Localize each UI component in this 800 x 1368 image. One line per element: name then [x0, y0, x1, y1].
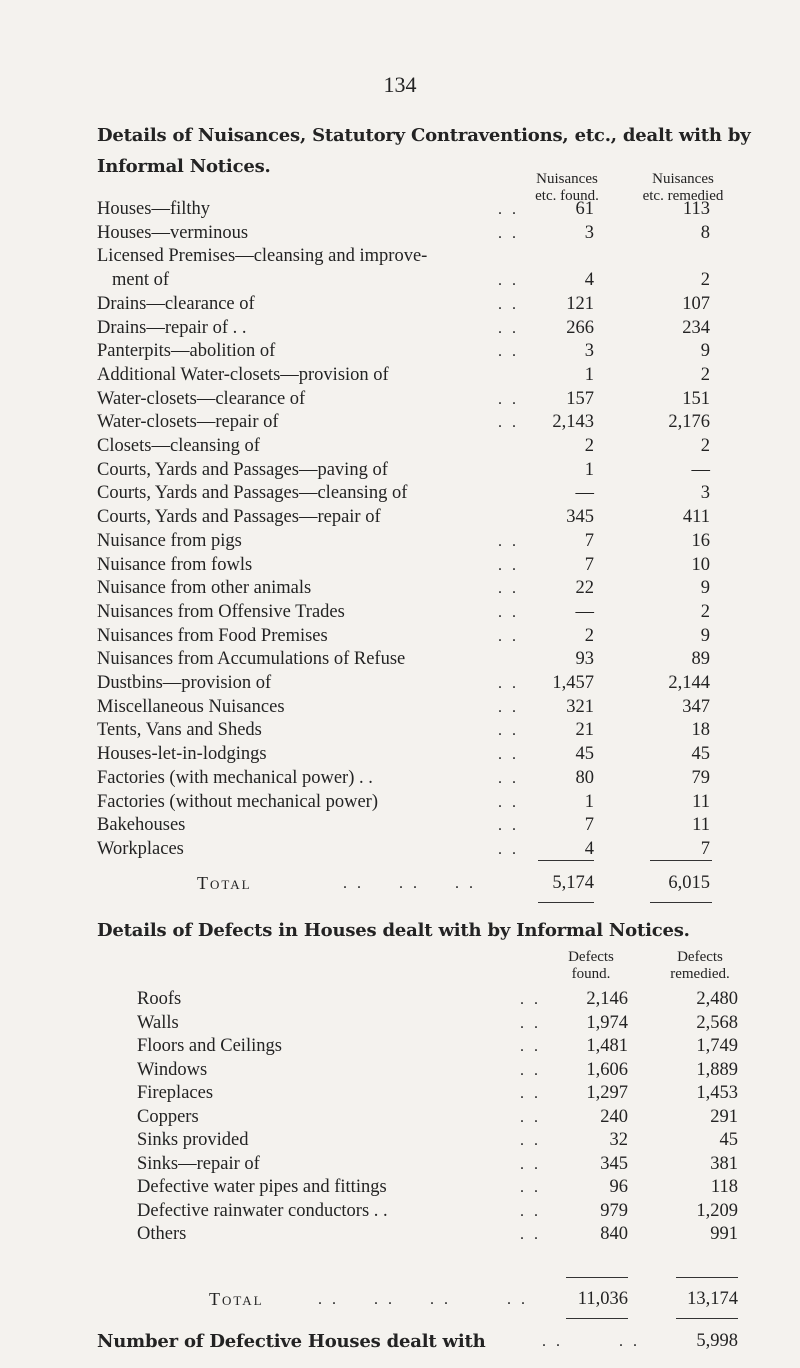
- remedied-value: 89: [691, 649, 710, 670]
- row-label: Factories (with mechanical power) . .: [97, 767, 373, 788]
- section1-total-rule-found: [538, 902, 594, 903]
- found-value: 45: [575, 744, 594, 765]
- remedied-value: —: [691, 459, 710, 480]
- row-label: Courts, Yards and Passages—repair of: [97, 507, 381, 528]
- found-value: 1,481: [586, 1036, 628, 1056]
- leader-dots: . .: [520, 1085, 541, 1102]
- section1-subtotal-rule-found: [538, 860, 594, 861]
- found-value: 321: [566, 696, 594, 717]
- remedied-value: 16: [691, 530, 710, 551]
- section2-total-rule-remedied: [676, 1318, 738, 1319]
- leader-dots: . .: [520, 991, 541, 1008]
- leader-dots: . .: [520, 1108, 541, 1126]
- found-value: 61: [575, 199, 594, 219]
- leader-dots: . .: [498, 295, 519, 313]
- row-label: Tents, Vans and Sheds: [97, 720, 262, 741]
- row-label: Panterpits—abolition of: [97, 341, 276, 362]
- row-label: Water-closets—repair of: [97, 412, 279, 433]
- found-value: 32: [609, 1130, 628, 1150]
- row-label: Coppers: [137, 1106, 199, 1127]
- remedied-value: 7: [700, 838, 710, 859]
- found-value: 7: [584, 530, 594, 551]
- remedied-value: 9: [700, 341, 710, 362]
- found-value: 1,606: [586, 1059, 628, 1080]
- leader-dots: . .: [498, 319, 519, 337]
- row-label: Courts, Yards and Passages—paving of: [97, 459, 388, 480]
- defective-houses-value: 5,998: [696, 1331, 738, 1351]
- section2-subtotal-rule-found: [566, 1277, 628, 1278]
- leader-dots: . .: [520, 1179, 541, 1196]
- found-value: 1: [584, 459, 594, 480]
- found-value: —: [575, 601, 594, 622]
- row-label: Dustbins—provision of: [97, 673, 272, 693]
- found-value: 345: [600, 1153, 628, 1174]
- row-label: Houses-let-in-lodgings: [97, 744, 267, 765]
- found-value: 2,146: [586, 989, 628, 1009]
- leader-dots: . .: [498, 793, 519, 811]
- remedied-value: 991: [710, 1224, 738, 1244]
- remedied-value: 2: [700, 601, 710, 622]
- row-label: Drains—repair of . .: [97, 317, 247, 338]
- row-label: Sinks provided: [137, 1130, 249, 1150]
- leader-dots: . .: [520, 1226, 541, 1243]
- found-value: 345: [566, 507, 594, 528]
- remedied-value: 234: [682, 317, 710, 338]
- remedied-value: 347: [682, 696, 710, 717]
- leader-dots: . .: [498, 580, 519, 598]
- row-label: Nuisances from Offensive Trades: [97, 601, 345, 622]
- row-label: Closets—cleansing of: [97, 436, 260, 456]
- found-value: 266: [566, 317, 594, 338]
- remedied-value: 381: [710, 1153, 738, 1174]
- section1-total-row: Total . . . . . . 5,174 6,015: [0, 870, 800, 897]
- remedied-value: 411: [682, 507, 710, 528]
- found-value: 80: [575, 767, 594, 788]
- found-value: 157: [566, 388, 594, 409]
- remedied-value: 2,480: [696, 989, 738, 1009]
- section2-total-remedied: 13,174: [687, 1289, 738, 1309]
- remedied-value: 45: [691, 744, 710, 765]
- section2-total-found: 11,036: [577, 1289, 628, 1309]
- section2-total-rule-found: [566, 1318, 628, 1319]
- row-label: Licensed Premises—cleansing and improve-: [97, 246, 428, 267]
- leader-dots: . .: [498, 627, 519, 645]
- leader-dots: . .: [498, 272, 519, 290]
- row-label: Bakehouses: [97, 815, 186, 836]
- section1-total-remedied: 6,015: [668, 873, 710, 893]
- found-value: 1,457: [552, 673, 594, 693]
- row-label: Nuisance from other animals: [97, 578, 312, 599]
- row-label: Courts, Yards and Passages—cleansing of: [97, 483, 408, 504]
- found-value: 21: [575, 720, 594, 741]
- section2-total-row: Total . . . . . . . . 11,036 13,174: [0, 1286, 800, 1313]
- found-value: 2,143: [552, 412, 594, 433]
- row-label: Defective rainwater conductors . .: [137, 1200, 388, 1221]
- remedied-value: 2: [700, 364, 710, 385]
- remedied-value: 1,453: [696, 1083, 738, 1103]
- section1-title-line2: Informal Notices.: [97, 156, 271, 177]
- remedied-value: 118: [710, 1177, 738, 1197]
- leader-dots: . .: [498, 532, 519, 550]
- table-row: [0, 1221, 800, 1248]
- section1-total-label: Total: [197, 873, 252, 893]
- leader-dots: . .: [498, 343, 519, 361]
- section1-col1-header: Nuisances etc. found.: [535, 171, 599, 204]
- row-label: Windows: [137, 1059, 208, 1080]
- row-label: Defective water pipes and fittings: [137, 1177, 387, 1197]
- found-value: 1: [584, 791, 594, 812]
- found-value: 840: [600, 1224, 628, 1244]
- remedied-value: 8: [700, 222, 710, 243]
- remedied-value: 107: [682, 293, 710, 314]
- found-value: 96: [609, 1177, 628, 1197]
- found-value: 3: [584, 222, 594, 243]
- row-label: Water-closets—clearance of: [97, 388, 306, 409]
- remedied-value: 2,176: [668, 412, 710, 433]
- table-row: [0, 836, 800, 863]
- row-label: Sinks—repair of: [137, 1153, 260, 1174]
- remedied-value: 291: [710, 1106, 738, 1127]
- row-label: Roofs: [137, 989, 182, 1009]
- row-label: Fireplaces: [137, 1083, 214, 1103]
- found-value: 979: [600, 1200, 628, 1221]
- section1-total-rule-remedied: [650, 902, 712, 903]
- remedied-value: 45: [719, 1130, 738, 1150]
- remedied-value: 113: [682, 199, 710, 219]
- found-value: 3: [584, 341, 594, 362]
- leader-dots: . .: [520, 1202, 541, 1220]
- remedied-value: 2: [700, 270, 710, 291]
- remedied-value: 2: [700, 436, 710, 456]
- leader-dots: . .: [498, 722, 519, 740]
- leader-dots: . .: [498, 769, 519, 787]
- section2-total-label: Total: [209, 1289, 264, 1309]
- row-label: Nuisance from pigs: [97, 530, 242, 551]
- leader-dots: . .: [498, 698, 519, 716]
- row-label: Houses—verminous: [97, 222, 249, 243]
- leader-dots: . .: [498, 556, 519, 574]
- remedied-value: 1,209: [696, 1200, 738, 1221]
- found-value: 2: [584, 625, 594, 646]
- leader-dots: . .: [498, 603, 519, 621]
- section1-title-line1: Details of Nuisances, Statutory Contraventions, etc., dealt with by: [97, 125, 751, 146]
- row-label: Houses—filthy: [97, 199, 211, 219]
- row-label: Floors and Ceilings: [137, 1036, 282, 1056]
- found-value: 121: [566, 293, 594, 314]
- found-value: —: [575, 483, 594, 504]
- found-value: 4: [584, 270, 594, 291]
- remedied-value: 2,568: [696, 1012, 738, 1033]
- found-value: 1,974: [586, 1012, 628, 1033]
- remedied-value: 9: [700, 625, 710, 646]
- leader-dots: . .: [520, 1014, 541, 1032]
- found-value: 22: [575, 578, 594, 599]
- remedied-value: 1,889: [696, 1059, 738, 1080]
- found-value: 7: [584, 554, 594, 575]
- found-value: 7: [584, 815, 594, 836]
- leader-dots: . .: [498, 840, 519, 858]
- section2-col2-header: Defects remedied.: [670, 949, 730, 982]
- remedied-value: 3: [700, 483, 710, 504]
- section1-total-found: 5,174: [552, 873, 594, 893]
- remedied-value: 18: [691, 720, 710, 741]
- section1-col2-header: Nuisances etc. remedied: [642, 171, 724, 204]
- defective-houses-row: Number of Defective Houses dealt with . . . . 5,998: [0, 1328, 800, 1355]
- leader-dots: . .: [498, 817, 519, 835]
- remedied-value: 151: [682, 388, 710, 409]
- remedied-value: 11: [692, 815, 710, 836]
- found-value: 4: [584, 838, 594, 859]
- remedied-value: 79: [691, 767, 710, 788]
- row-label: Nuisances from Accumulations of Refuse: [97, 649, 406, 670]
- section1-subtotal-rule-remedied: [650, 860, 712, 861]
- row-label: Drains—clearance of: [97, 293, 255, 314]
- leader-dots: . .: [498, 390, 519, 408]
- row-label: ment of: [112, 270, 170, 291]
- found-value: 2: [584, 436, 594, 456]
- remedied-value: 9: [700, 578, 710, 599]
- row-label: Walls: [137, 1012, 179, 1033]
- row-label: Miscellaneous Nuisances: [97, 696, 285, 717]
- leader-dots: . .: [498, 414, 519, 432]
- found-value: 93: [575, 649, 594, 670]
- leader-dots: . .: [498, 201, 519, 218]
- leader-dots: . .: [498, 746, 519, 764]
- leader-dots: . .: [520, 1132, 541, 1149]
- found-value: 240: [600, 1106, 628, 1127]
- remedied-value: 10: [691, 554, 710, 575]
- section2-subtotal-rule-remedied: [676, 1277, 738, 1278]
- found-value: 1,297: [586, 1083, 628, 1103]
- page-number: 134: [383, 72, 417, 97]
- section2-col1-header: Defects found.: [568, 949, 614, 982]
- leader-dots: . .: [520, 1038, 541, 1055]
- leader-dots: . .: [498, 224, 519, 242]
- leader-dots: . .: [520, 1061, 541, 1079]
- section2-title: Details of Defects in Houses dealt with by Informal Notices.: [97, 920, 690, 941]
- remedied-value: 2,144: [668, 673, 710, 693]
- row-label: Nuisances from Food Premises: [97, 625, 328, 646]
- defective-houses-label: Number of Defective Houses dealt with: [97, 1331, 486, 1352]
- row-label: Additional Water-closets—provision of: [97, 364, 389, 385]
- remedied-value: 11: [692, 791, 710, 812]
- leader-dots: . .: [520, 1155, 541, 1173]
- row-label: Others: [137, 1224, 187, 1244]
- leader-dots: . .: [498, 675, 519, 692]
- row-label: Factories (without mechanical power): [97, 791, 378, 812]
- found-value: 1: [584, 364, 594, 385]
- remedied-value: 1,749: [696, 1036, 738, 1056]
- row-label: Nuisance from fowls: [97, 554, 253, 575]
- row-label: Workplaces: [97, 838, 184, 859]
